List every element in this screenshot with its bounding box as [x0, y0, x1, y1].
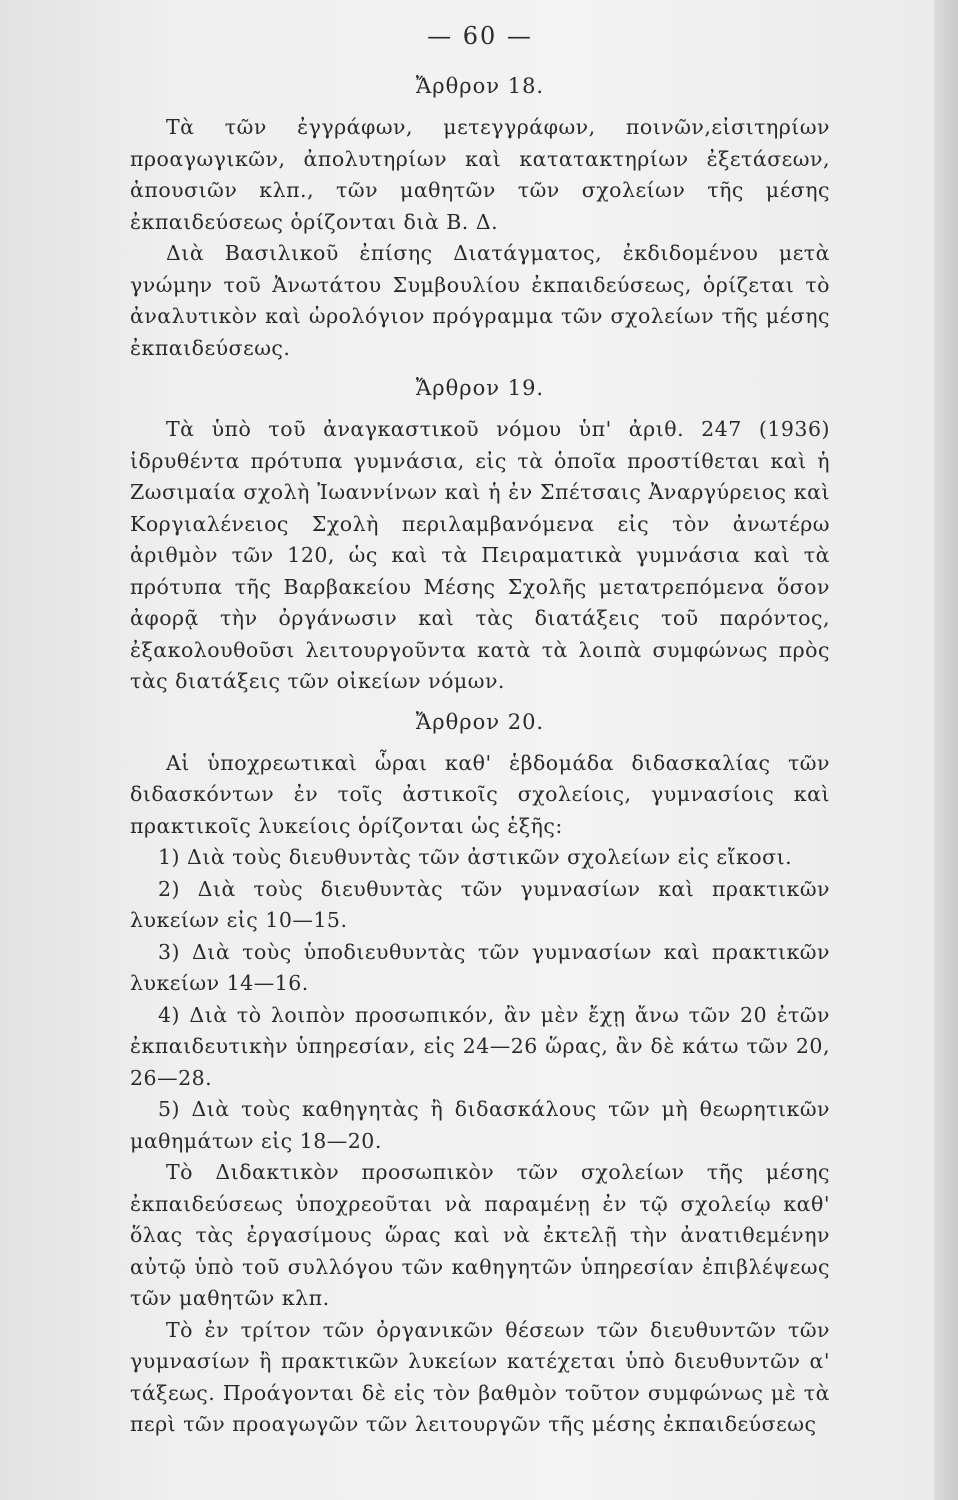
- article-20-item-1: 1) Διὰ τοὺς διευθυντὰς τῶν ἀστικῶν σχολείων εἰς εἴκοσι.: [158, 845, 793, 869]
- article-19-title: Ἄρθρον 19.: [415, 376, 545, 400]
- article-20-intro: Αἱ ὑποχρεωτικαὶ ὧραι καθ' ἑβδομάδα διδασκαλίας τῶν διδασκόντων ἐν τοῖς ἀστικοῖς σχολείοις, γυμνασίοις καὶ πρακτικοῖς λυκείοις ὁρίζονται ὡς ἑξῆς:: [130, 750, 830, 838]
- page-edge-shadow: [934, 0, 958, 1500]
- article-19-paragraph-1: Τὰ ὑπὸ τοῦ ἀναγκαστικοῦ νόμου ὑπ' ἀριθ. 247 (1936) ἱδρυθέντα πρότυπα γυμνάσια, εἰς τὰ ὁποῖα προστίθεται καὶ ἡ Ζωσιμαία σχολὴ Ἰωαννίνων καὶ ἡ ἐν Σπέτσαις Ἀναργύρειος καὶ Κοργιαλένειος Σχολὴ περιλαμβανόμενα εἰς τὸν ἀνωτέρω ἀριθμὸν τῶν 120, ὡς καὶ τὰ Πειραματικὰ γυμνάσια καὶ τὰ πρότυπα τῆς Βαρβακείου Μέσης Σχολῆς μετατρεπόμενα ὅσον ἀφορᾷ τὴν ὀργάνωσιν καὶ τὰς διατάξεις τοῦ παρόντος, ἐξακολουθοῦσι λειτουργοῦντα κατὰ τὰ λοιπὰ συμφώνως πρὸς τὰς διατάξεις τῶν οἰκείων νόμων.: [130, 417, 830, 693]
- article-20-item-2: 2) Διὰ τοὺς διευθυντὰς τῶν γυμνασίων καὶ πρακτικῶν λυκείων εἰς 10—15.: [130, 876, 830, 932]
- article-20-item-4: 4) Διὰ τὸ λοιπὸν προσωπικόν, ἂν μὲν ἔχῃ ἄνω τῶν 20 ἐτῶν ἐκπαιδευτικὴν ὑπηρεσίαν, εἰς 24—26 ὥρας, ἂν δὲ κάτω τῶν 20, 26—28.: [130, 1002, 830, 1090]
- article-18-paragraph-1: Τὰ τῶν ἐγγράφων, μετεγγράφων, ποινῶν,εἰσιτηρίων προαγωγικῶν, ἀπολυτηρίων καὶ κατατακτηρίων ἐξετάσεων, ἀπουσιῶν κλπ., τῶν μαθητῶν τῶν σχολείων τῆς μέσης ἐκπαιδεύσεως ὁρίζονται διὰ Β. Δ.: [130, 115, 830, 234]
- article-20-paragraph-1: Τὸ Διδακτικὸν προσωπικὸν τῶν σχολείων τῆς μέσης ἐκπαιδεύσεως ὑποχρεοῦται νὰ παραμένῃ ἐν τῷ σχολείῳ καθ' ὅλας τὰς ἐργασίμους ὥρας καὶ νὰ ἐκτελῇ τὴν ἀνατιθεμένην αὐτῷ ὑπὸ τοῦ συλλόγου τῶν καθηγητῶν ὑπηρεσίαν ἐπιβλέψεως τῶν μαθητῶν κλπ.: [130, 1160, 830, 1310]
- article-18-paragraph-2: Διὰ Βασιλικοῦ ἐπίσης Διατάγματος, ἐκδιδομένου μετὰ γνώμην τοῦ Ἀνωτάτου Συμβουλίου ἐκπαιδεύσεως, ὁρίζεται τὸ ἀναλυτικὸν καὶ ὡρολόγιον πρόγραμμα τῶν σχολείων τῆς μέσης ἐκπαιδεύσεως.: [130, 241, 830, 360]
- article-20-title: Ἄρθρον 20.: [415, 709, 545, 734]
- page-number: — 60 —: [427, 22, 533, 50]
- page-content: [130, 18, 830, 1441]
- article-20-paragraph-2: Τὸ ἐν τρίτον τῶν ὀργανικῶν θέσεων τῶν διευθυντῶν τῶν γυμνασίων ἢ πρακτικῶν λυκείων κατέχεται ὑπὸ διευθυντῶν α' τάξεως. Προάγονται δὲ εἰς τὸν βαθμὸν τοῦτον συμφώνως μὲ τὰ περὶ τῶν προαγωγῶν τῶν λειτουργῶν τῆς μέσης ἐκπαιδεύσεως: [130, 1317, 830, 1436]
- article-18-title: Ἄρθρον 18.: [415, 74, 545, 98]
- article-20-item-5: 5) Διὰ τοὺς καθηγητὰς ἢ διδασκάλους τῶν μὴ θεωρητικῶν μαθημάτων εἰς 18—20.: [130, 1097, 830, 1153]
- article-20-item-3: 3) Διὰ τοὺς ὑποδιευθυντὰς τῶν γυμνασίων καὶ πρακτικῶν λυκείων 14—16.: [130, 939, 830, 995]
